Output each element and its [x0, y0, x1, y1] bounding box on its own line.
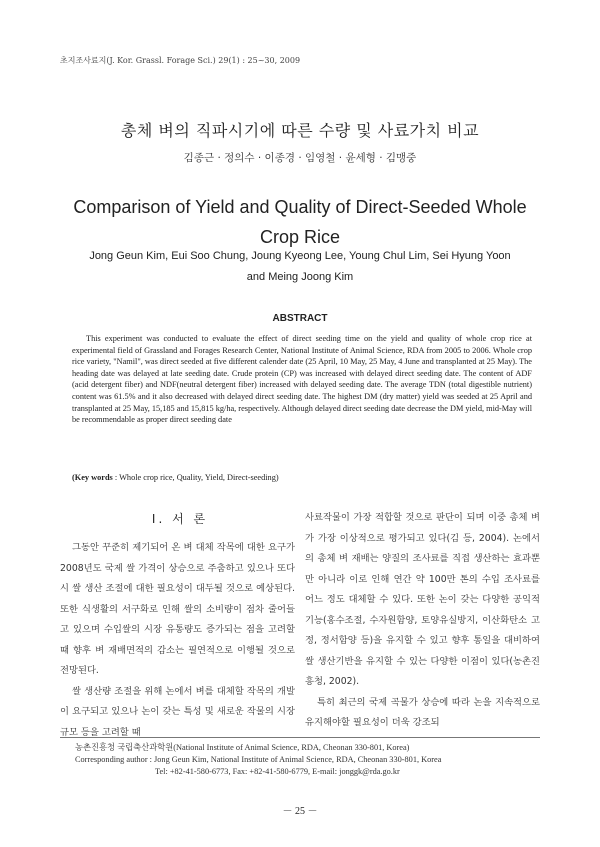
footnote-divider [60, 737, 540, 738]
english-title-line-1: Comparison of Yield and Quality of Direct-Seeded Whole [73, 197, 527, 217]
journal-citation: 초지조사료지(J. Kor. Grassl. Forage Sci.) 29(1) : 25~30, 2009 [60, 56, 301, 65]
english-authors-line-1: Jong Geun Kim, Eui Soo Chung, Joung Kyeong Lee, Young Chul Lim, Sei Hyung Yoon [89, 250, 511, 262]
body-paragraph: 사료작물이 가장 적합할 것으로 판단이 되며 이중 총체 벼가 가장 이상적으로 평가되고 있다(김 등, 2004). 논에서의 총체 벼 재배는 양질의 조사료를 직접 생산하는 효과뿐만 아니라 이로 인해 연간 약 100만 톤의 수입 조사료를 어느 정도 대체할 수 있다. 또한 논이 갖는 다양한 공익적 기능(홍수조절, 수자원함양, 토양유실방지, 이산화탄소 고정, 정서함양 등)을 유지할 수 있고 향후 통일을 대비하여 쌀 생산기반을 유지할 수 있는 다양한 이점이 있다(농촌진흥청, 2002). [305, 512, 540, 687]
page-number: － 25 － [282, 806, 318, 817]
english-title-line-2: Crop Rice [259, 227, 341, 247]
abstract-heading: ABSTRACT [272, 313, 328, 324]
body-column-right [305, 508, 540, 734]
english-authors-line-2: and Meing Joong Kim [246, 271, 354, 283]
footnote-corresponding: Corresponding author : Jong Geun Kim, National Institute of Animal Science, RDA, Cheonan 330-801, Korea [75, 755, 442, 764]
keywords [72, 473, 532, 482]
body-paragraph: 특히 최근의 국제 곡물가 상승에 따라 논을 지속적으로 유지해야할 필요성이 더욱 강조되 [305, 696, 540, 728]
english-authors [60, 246, 540, 288]
section-heading-introduction: I. 서 론 [151, 512, 209, 526]
keywords-list: : Whole crop rice, Quality, Yield, Direct-seeding) [112, 473, 279, 482]
footnote-contact: Tel: +82-41-580-6773, Fax: +82-41-580-6779, E-mail: jonggk@rda.go.kr [155, 767, 400, 776]
keywords-label: (Key words [72, 473, 113, 482]
body-column-left [60, 538, 295, 743]
english-title [40, 192, 560, 252]
footnote [75, 742, 545, 778]
korean-title: 총체 벼의 직파시기에 따른 수량 및 사료가치 비교 [120, 121, 480, 140]
footnote-affiliation: 농촌진흥청 국립축산과학원(National Institute of Animal Science, RDA, Cheonan 330-801, Korea) [75, 743, 410, 752]
abstract-text: This experiment was conducted to evaluate the effect of direct seeding time on the yield and quality of whole crop rice at experimental field of Grassland and Forages Research Center, National Institute of Animal Science, RDA from 2005 to 2006. Whole crop rice variety, "Namil", was direct seeded at five different calender date (25 April, 10 May, 25 May, 4 June and transplanted at 25 May). The heading date was delayed at late seeding date. Crude protein (CP) was increased with delayed direct seeding date. The content of ADF (acid detergent fiber) and NDF(neutral detergent fiber) increased with delayed seeding date. The average TDN (total digestible nutrient) content was 61.5% and it also decreased with delayed direct seeding date. The highest DM (dry matter) yield was seeded at 25 April and transplanted at 25 May, 15,185 and 15,815 kg/ha, respectively. Although delayed direct seeding date decrease the DM yield, mid-May will be recommendable as proper direct seeding date [72, 334, 532, 425]
korean-authors: 김종근 · 정의수 · 이종경 · 임영철 · 윤세형 · 김맹중 [183, 152, 417, 164]
body-paragraph: 그동안 꾸준히 제기되어 온 벼 대체 작목에 대한 요구가 2008년도 국제 쌀 가격이 상승으로 주춤하고 있으나 또다시 쌀 생산 조절에 대한 필요성이 대두될 것으로 예상된다. 또한 식생활의 서구화로 인해 쌀의 소비량이 점차 줄어들고 있으며 수입쌀의 시장 유통량도 증가되는 점을 고려할 때 향후 벼 재배면적의 감소는 필연적으로 이행될 것으로 전망된다. [60, 542, 295, 676]
body-paragraph: 쌀 생산량 조절을 위해 논에서 벼를 대체할 작목의 개발이 요구되고 있으나 논이 갖는 특성 및 새로운 작물의 시장규모 등을 고려할 때 [60, 685, 295, 738]
